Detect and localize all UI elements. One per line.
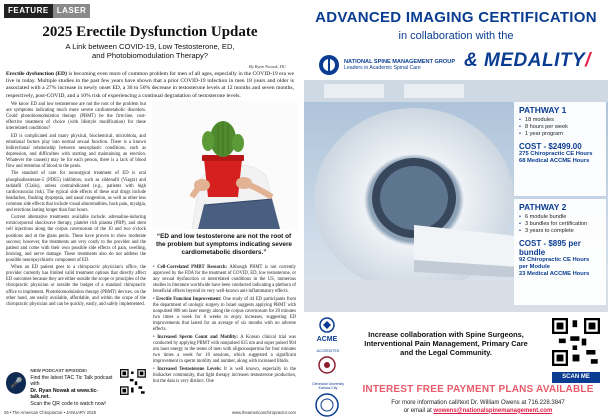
contact-info [352, 400, 604, 415]
podcast-tag: NEW PODCAST EPISODE! [30, 368, 87, 373]
article-page [0, 0, 300, 420]
item-body: Although PBMT is not currently approved by the FDA for the treatment of COVID, ED, low testosterone, or any sexual dysfunction or interrelated conditions in the US, numerous studies in literature worldwide have been conducted indicating a plethora of beneficial effects beyond its very well-known anti-inflammatory effects. [153, 265, 296, 295]
list-item: • 6 module bundle [519, 214, 601, 221]
qr-code-icon[interactable] [552, 318, 600, 366]
article-photo [152, 101, 298, 229]
scan-me-label: SCAN ME [552, 372, 600, 383]
nsmg-logo-icon [318, 54, 340, 76]
left-column [6, 102, 146, 309]
byline: By Ryan Nowak, DC [248, 64, 286, 69]
list-item: • Cell-Correlated PMBT Research: Although PBMT is not currently approved by the FDA for the treatment of COVID, ED, low testosterone, or any sexual dysfunction or interrelated conditions in the US, numerous studies in literature worldwide have been conducted indicating a plethora of beneficial effects beyond its very well-known anti-inflammatory effects. [153, 265, 296, 295]
info-text: Increase collaboration with Spine Surgeons, Interventional Pain Management, Primary Care and the Legal Community. [364, 330, 528, 358]
svg-text:ACME: ACME [316, 336, 338, 343]
seal-icon [312, 392, 342, 418]
list-item: • Increased Sperm Count and Motility: A Korean clinical trial was conducted by applying PBMT with nonpulsed 635 nm and super pulsed 904 nm laser energy to the testes of men with oligozoospermia for four minutes two times a week for 10 sessions, which suggested a significant improvement in sperm motility and number, along with increased libido. [153, 335, 296, 365]
podcast-line-3: Scan the QR code to watch now! [30, 400, 106, 407]
ad-collab-line: in collaboration with the [398, 30, 514, 42]
list-item: • Erectile Function Improvement: One study of 44 ED participants from the department of urologic surgery in Israel suggests applying PBMT with nonpulsed 808 nm laser energy along the corpus cavernosum for 20 minutes two times a week for 6 weeks to enjoy increases, suggesting ED improvements that lasted for an average of six months with no adverse effects. [153, 296, 296, 333]
ampersand: & [464, 50, 479, 71]
nsmg-name: NATIONAL SPINE MANAGEMENT GROUP [344, 58, 456, 65]
article-subtitle [6, 42, 294, 60]
pathway-1-card [514, 102, 606, 196]
pathway-2-title: PATHWAY 2 [519, 202, 567, 212]
man-holding-cactus-photo [152, 101, 298, 229]
list-item: • 3 years to complete [519, 228, 601, 235]
ad-title: ADVANCED IMAGING CERTIFICATION [315, 9, 597, 26]
item-lead: Increased Sperm Count and Motility: [157, 335, 238, 341]
podcast-line-1: Find the latest TAC Tic Talk podcast with [30, 374, 113, 387]
contact-email-link[interactable]: wowens@nationalspinemanagement.com [433, 407, 553, 414]
item-lead: Cell-Correlated PMBT Research: [157, 265, 228, 270]
item-lead: Erectile Function Improvement: [156, 296, 222, 302]
pathway-2-hours-3: 23 Medical ACCME Hours [519, 270, 590, 277]
list-item: • 1 year program [519, 131, 601, 138]
item-body: One study of 44 ED participants from the department of urologic surgery in Israel suggests applying PBMT with nonpulsed 808 nm laser energy along the corpus cavernosum for 20 minutes two times a week for 6 weeks to enjoy increases, suggesting ED improvements that lasted for an average of six months with no adverse effects. [153, 296, 296, 333]
accreditation-logos [312, 316, 344, 420]
pathway-2-cost: COST - $895 per bundle [519, 238, 581, 257]
qr-code-icon[interactable] [120, 368, 146, 396]
pathway-2-card [514, 199, 606, 305]
paragraph: ED is complicated and many physical, biochemical, microbiota, and emotional factors play into normal sexual function. There is a known bidirectional relationship between neuroplastic conditions, such as depression, and difficulties with starting and maintaining an erection. Whatever the cause(s) may be for each person, there is a lack of blood flow and retention of blood to the penis. [6, 133, 146, 170]
microphone-icon: 🎤 [6, 372, 26, 394]
list-item: • Increased Testosterone Levels: It is well known, especially in the biohacker community, that light therapy increases testosterone production, but the data is very distinct. One [153, 367, 296, 385]
paragraph: Current alternative treatments available include: adrenaline-inducing extracorporeal shockwave therapy, platelet rich plasma (PRP), and stem cell injections along the corpus cavernosum of the 10 and two o'clock positions and at the glans penis. These have proven to show moderate success; however, the treatments are very costly to the provider and the patient and come with their own possible side effects of pain, swelling, bruising, and nerve damage. These treatments also do not address the possible neuropsychiatric component of ED. [6, 215, 146, 263]
intro-paragraph [6, 71, 294, 100]
qr-block[interactable] [552, 318, 600, 383]
nsmg-text [344, 59, 455, 72]
cleveland-label: Cleveland University Kansas City [312, 382, 344, 390]
nsmg-tagline: Leaders in Academic Spinal Care [344, 65, 421, 71]
pathway-1-hours-2: 68 Medical ACCME Hours [519, 157, 590, 164]
footer-url: www.theamericanchiropractor.com [231, 410, 296, 415]
cleveland-logo-icon [312, 355, 342, 377]
acme-logo-icon [312, 316, 342, 344]
contact-line-1: For more information call/text Dr. William Owens at 716.228.3847 [391, 400, 565, 406]
medality-slash: / [585, 50, 591, 71]
list-item: • 8 hours per week [519, 124, 601, 131]
pathway-2-bullets [519, 214, 601, 236]
list-item: • 3 bundles for certification [519, 221, 601, 228]
pathway-1-title: PATHWAY 1 [519, 105, 567, 115]
pathway-2-hours-1: 92 Chiropractic CE Hours [519, 256, 590, 263]
paragraph: We know ED and low testosterone are not the root of the problem but are symptoms indicating much more severe cardiometabolic disorders. Could photobiomodulation therapy (PBMT) be the first-line, cost-effective treatment of choice (with lifestyle modification) for these interrelated conditions? [6, 102, 146, 132]
payment-plans-banner: INTEREST FREE PAYMENT PLANS AVAILABLE [362, 384, 594, 395]
subtitle-line-2: and Photobiomodulation Therapy? [92, 51, 208, 60]
item-body: It is well known, especially in the biohacker community, that light therapy increases testosterone production, but the data is very distinct. One [153, 367, 296, 385]
intro-body: is becoming even more of common problem for men of all ages, especially in the COVID-19 era we live in today. Multiple studies in the past few years have shown that a prior COVID-19 infection in men 18 years and older is associated with a 27% increase in newly onset ED, a 30 to 50% decrease in testosterone levels at 12 months and seven months, respectively, post-COVID, and a 10% risk of experiencing a continual degradation of testosterone levels. [6, 71, 294, 99]
section-tab [4, 4, 90, 18]
page-footer [4, 410, 296, 415]
right-column [153, 265, 296, 387]
item-lead: Increased Testosterone Levels: [157, 367, 222, 372]
subtitle-line-1: A Link between COVID-19, Low Testosterone, ED, [65, 42, 235, 51]
paragraph: When an ED patient goes to a chiropractic physician's office, the provider currently has limited valid treatment options that directly affect ED outcomes because they are either outside the scope or principles of the chiropractic physician or outside the budget of a standard chiropractic office to implement. Photobiomodulation therapy (PBMT) devices, on the other hand, are easily available, affordable, and within the scope of the chiropractic physician and can be quickly, easily, and safely implemented. [6, 265, 146, 307]
list-item: • 18 modules [519, 117, 601, 124]
laser-label: LASER [53, 4, 91, 18]
medality-logo [464, 50, 591, 72]
intro-lead: Erectile dysfunction (ED) [6, 71, 67, 77]
pathway-2-hours-2: per Module [519, 263, 550, 270]
feature-label: FEATURE [4, 4, 53, 18]
findings-list [153, 265, 296, 385]
info-panel [304, 312, 608, 420]
pathway-1-cost: COST - $2499.00 [519, 141, 582, 151]
pull-quote: “ED and low testosterone are not the root of the problem but symptoms indicating severe cardiometabolic disorders.” [155, 233, 292, 256]
podcast-text [30, 368, 116, 408]
podcast-callout[interactable] [6, 368, 146, 408]
item-body: A Korean clinical trial was conducted by applying PBMT with nonpulsed 635 nm and super pulsed 904 nm laser energy to the testes of men with oligozoospermia for four minutes two times a week for 10 sessions, which suggested a significant improvement in sperm motility and number, along with increased libido. [153, 335, 296, 365]
contact-line-2 [352, 408, 604, 416]
article-title: 2025 Erectile Dysfunction Update [42, 24, 258, 40]
advertisement-page [304, 0, 608, 420]
pathway-1-hours-1: 275 Chiropractic CE Hours [519, 150, 593, 157]
acme-label: ACCREDITED [316, 349, 340, 353]
podcast-line-2: Dr. Ryan Nowak at www.tic-talk.net. [30, 387, 99, 400]
footer-page-info: 26 • The American Chiropractor • JANUARY 2025 [4, 410, 97, 415]
nsmg-logo-block [318, 54, 455, 76]
pathway-1-bullets [519, 117, 601, 139]
contact-prefix: or email at [403, 407, 434, 414]
medality-name: MEDALITY [484, 50, 586, 71]
paragraph: The standard of care for nonsurgical treatment of ED is oral phosphodiesterase-5 (PDE5) inhibitors, such as sildenafil (Viagra) and tadalafil (Cialis), unless contraindicated (e.g., patients with high cardiovascular risk). The typical side effects of these oral drugs include headaches, flushing dyspepsia, and nasal congestion, as well as other less common side effects that include visual abnormalities, back pain, myalgia, and erections lasting longer than four hours. [6, 171, 146, 213]
